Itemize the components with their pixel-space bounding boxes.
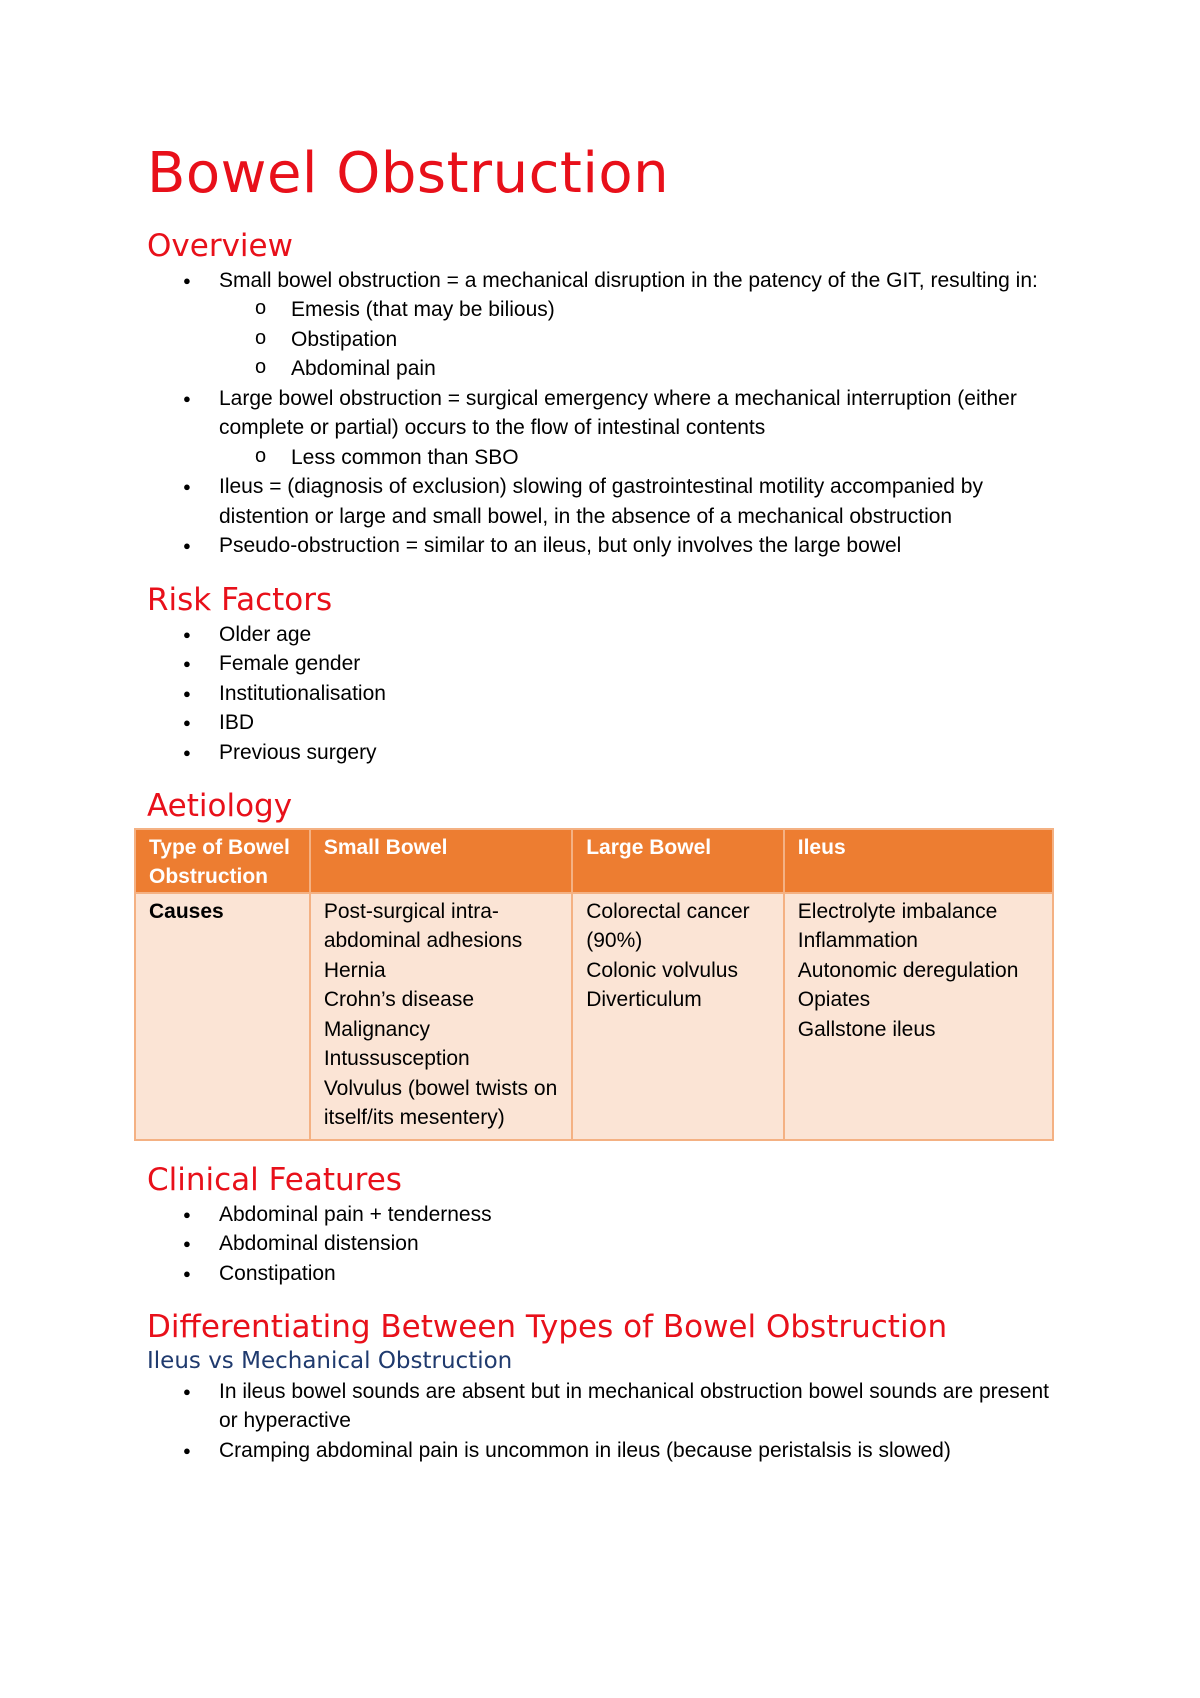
cell-line: Malignancy [323, 1017, 431, 1041]
cell-line: Inflammation [797, 929, 918, 953]
sub-list-item: o Emesis (that may be bilious) [147, 295, 1067, 325]
overview-heading: Overview [147, 228, 293, 265]
table-cell-large-bowel [572, 893, 784, 1140]
list-item [147, 472, 1067, 531]
cell-line: Diverticulum [586, 988, 702, 1012]
differentiating-list [147, 1377, 1067, 1466]
cell-line: Colonic volvulus [586, 958, 738, 982]
list-item: ● Previous surgery [147, 738, 1067, 768]
sub-list-item: o Less common than SBO [147, 443, 1067, 473]
sub-list [219, 295, 1067, 384]
cell-line: Crohn’s disease [323, 988, 475, 1012]
cell-line: Volvulus (bowel twists on itself/its mesentery) [323, 1076, 558, 1130]
clinical-features-list [147, 1200, 1067, 1289]
table-cell-ileus [784, 893, 1053, 1140]
table-header-row [135, 829, 1053, 893]
column-header: Type of Bowel Obstruction [135, 829, 310, 893]
cell-line: Colorectal cancer (90%) [586, 899, 750, 953]
overview-section [147, 227, 1067, 561]
list-item: ● Institutionalisation [147, 679, 1067, 709]
list-item [147, 384, 1067, 473]
list-item [147, 531, 1067, 561]
aetiology-heading: Aetiology [147, 788, 293, 825]
cell-line: Opiates [797, 988, 871, 1012]
sub-list-item: o Abdominal pain [147, 354, 1067, 384]
page-title: Bowel Obstruction [147, 141, 670, 206]
differentiating-heading: Differentiating Between Types of Bowel Obstruction [147, 1309, 948, 1346]
aetiology-table [134, 828, 1054, 1141]
table-row [135, 893, 1053, 1140]
risk-factors-heading: Risk Factors [147, 581, 333, 618]
cell-line: Intussusception [323, 1047, 470, 1071]
list-item-text: Ileus = (diagnosis of exclusion) slowing of gastrointestinal motility accompanied by distention or large and small bowel, in the absence of a mechanical obstruction [219, 475, 983, 528]
list-item: ● Abdominal distension [147, 1229, 1067, 1259]
risk-factors-section [147, 581, 1067, 767]
clinical-features-section [147, 1161, 1067, 1288]
sub-list [219, 443, 1067, 473]
clinical-features-heading: Clinical Features [147, 1161, 402, 1198]
list-item-text: Small bowel obstruction = a mechanical disruption in the patency of the GIT, resulting in: [219, 268, 1038, 292]
list-item: ● Female gender [147, 649, 1067, 679]
list-item: ● Abdominal pain + tenderness [147, 1200, 1067, 1230]
overview-list [147, 266, 1067, 561]
list-item: ● Cramping abdominal pain is uncommon in ileus (because peristalsis is slowed) [147, 1436, 1067, 1466]
list-item-text: Pseudo-obstruction = similar to an ileus, but only involves the large bowel [219, 534, 902, 558]
column-header: Large Bowel [572, 829, 784, 893]
differentiating-section [147, 1308, 1067, 1465]
cell-line: Autonomic deregulation [797, 958, 1019, 982]
list-item: ● Constipation [147, 1259, 1067, 1289]
differentiating-subheading: Ileus vs Mechanical Obstruction [147, 1347, 513, 1374]
list-item: ● In ileus bowel sounds are absent but in mechanical obstruction bowel sounds are present or hyperactive [147, 1377, 1067, 1436]
cell-line: Electrolyte imbalance [797, 899, 998, 923]
list-item: ● IBD [147, 708, 1067, 738]
aetiology-section [147, 787, 1067, 1141]
sub-list-item: o Obstipation [147, 325, 1067, 355]
row-header: Causes [135, 893, 310, 1140]
column-header: Ileus [784, 829, 1053, 893]
list-item-text: Large bowel obstruction = surgical emergency where a mechanical interruption (either complete or partial) occurs to the flow of intestinal contents [219, 386, 1017, 440]
risk-factors-list [147, 620, 1067, 768]
cell-line: Gallstone ileus [797, 1017, 936, 1041]
table-cell-small-bowel [310, 893, 572, 1140]
list-item: ● Older age [147, 620, 1067, 650]
column-header: Small Bowel [310, 829, 572, 893]
cell-line: Hernia [323, 958, 386, 982]
list-item [147, 266, 1067, 384]
cell-line: Post-surgical intra-abdominal adhesions [323, 899, 523, 953]
document-page [147, 140, 1067, 1465]
